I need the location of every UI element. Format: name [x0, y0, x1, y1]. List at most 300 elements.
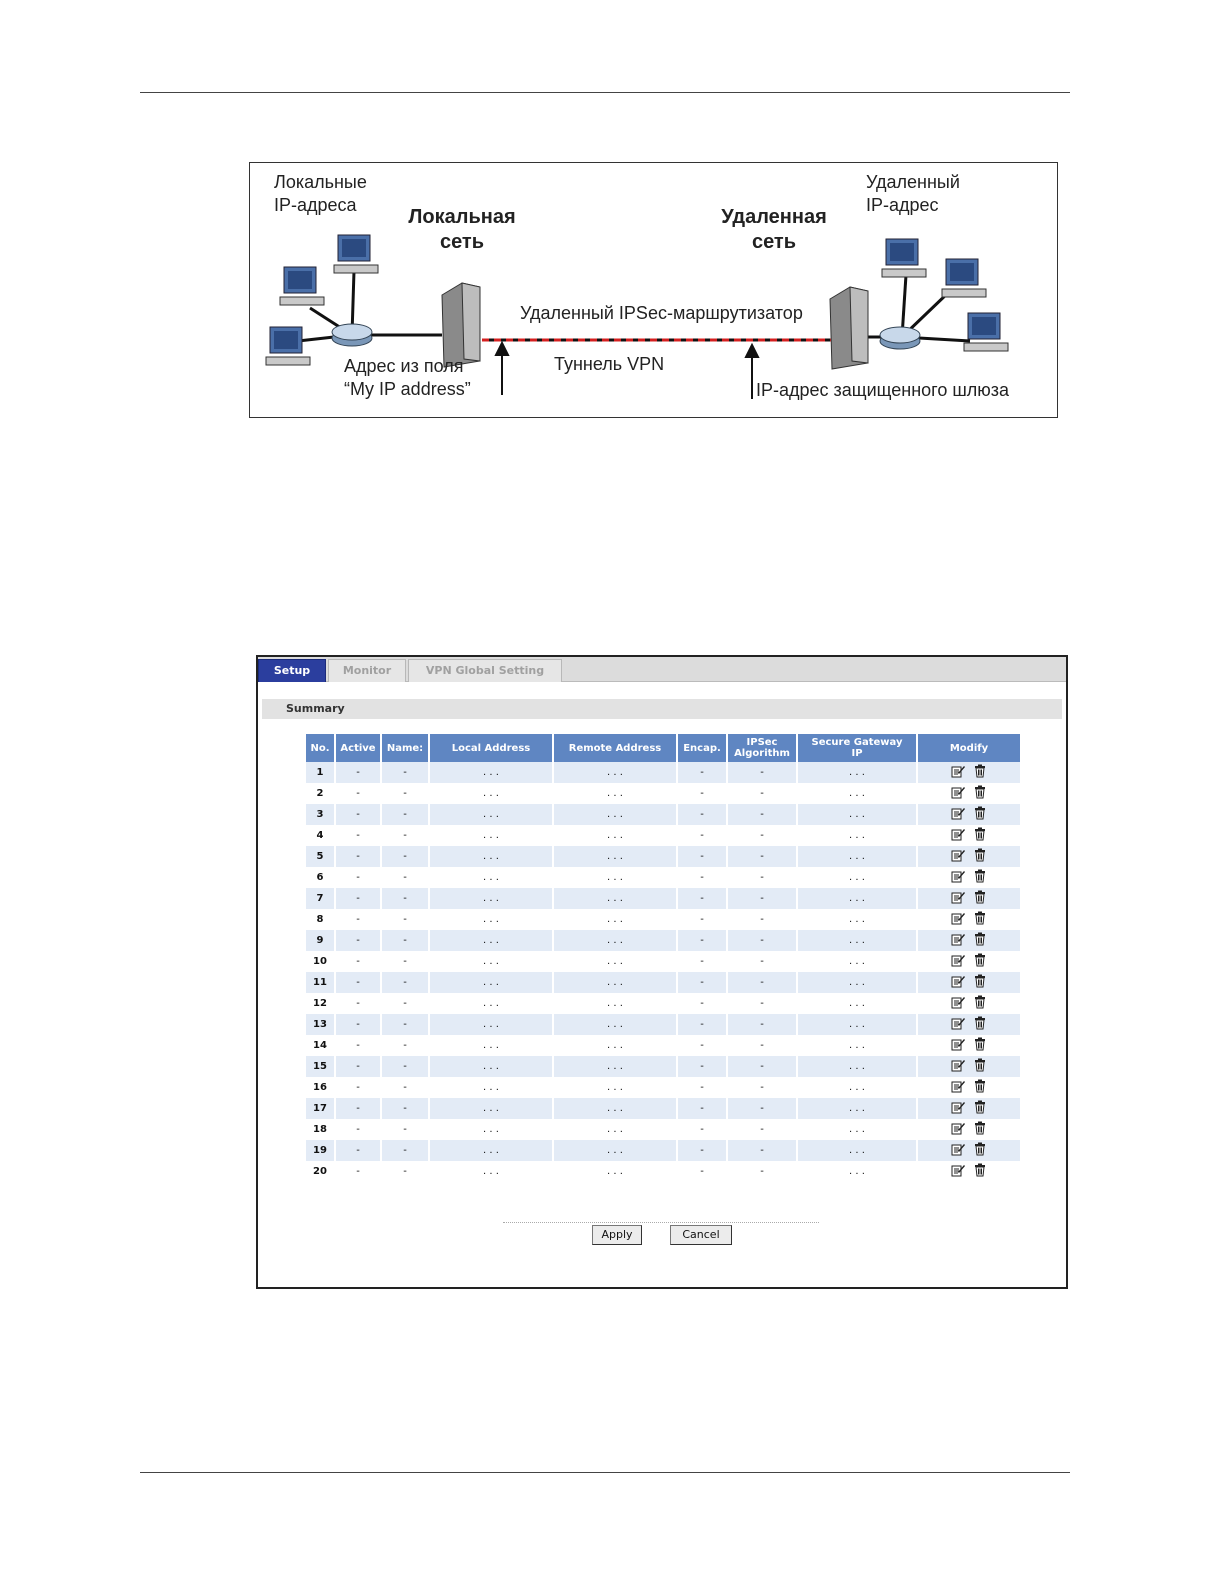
modify-actions	[951, 1142, 987, 1156]
rule-local-address: . . .	[483, 788, 499, 799]
rule-ipsec-algorithm: -	[728, 972, 796, 993]
gateway-ip-label: IP-адрес защищенного шлюза	[756, 380, 1010, 400]
rule-secure-gateway: . . .	[798, 1014, 916, 1035]
delete-icon[interactable]	[973, 932, 987, 946]
table-row	[306, 993, 1020, 1014]
delete-icon[interactable]	[973, 806, 987, 820]
rule-encap: -	[700, 998, 704, 1009]
rule-local-address: . . .	[483, 830, 499, 841]
rule-ipsec-algorithm: -	[760, 998, 764, 1009]
rule-number: 14	[313, 1040, 327, 1051]
table-row	[306, 888, 1020, 909]
rule-modify	[918, 1056, 1020, 1077]
rule-ipsec-algorithm: -	[760, 1082, 764, 1093]
rule-encap: -	[700, 1124, 704, 1135]
rule-remote-address: . . .	[607, 956, 623, 967]
edit-icon[interactable]	[951, 932, 965, 946]
remote-computer-icon	[942, 259, 986, 297]
rule-secure-gateway: . . .	[849, 830, 865, 841]
vpn-topology-diagram	[249, 162, 1058, 418]
delete-icon[interactable]	[973, 1163, 987, 1177]
delete-icon[interactable]	[973, 1121, 987, 1135]
modify-actions	[951, 890, 987, 904]
edit-icon[interactable]	[951, 869, 965, 883]
rule-encap: -	[700, 830, 704, 841]
rule-modify	[918, 909, 1020, 930]
edit-icon[interactable]	[951, 953, 965, 967]
rule-secure-gateway: . . .	[849, 1040, 865, 1051]
rule-secure-gateway: . . .	[798, 846, 916, 867]
rule-name: -	[382, 804, 428, 825]
rule-number: 10	[313, 956, 327, 967]
edit-icon[interactable]	[951, 806, 965, 820]
rule-secure-gateway: . . .	[798, 1056, 916, 1077]
remote-ip-label: Удаленный IP-адрес	[866, 172, 960, 215]
modify-actions	[951, 848, 987, 862]
edit-icon[interactable]	[951, 1121, 965, 1135]
rule-name: -	[403, 1166, 407, 1177]
table-row	[306, 1161, 1020, 1182]
rule-remote-address: . . .	[607, 998, 623, 1009]
rule-ipsec-algorithm: -	[728, 888, 796, 909]
table-header	[306, 734, 1020, 762]
table-row	[306, 1014, 1020, 1035]
edit-icon[interactable]	[951, 1163, 965, 1177]
modify-actions	[951, 953, 987, 967]
rule-name: -	[403, 1082, 407, 1093]
rule-remote-address: . . .	[607, 830, 623, 841]
rule-active: -	[356, 788, 360, 799]
header-rule	[140, 92, 1070, 93]
table-row	[306, 1077, 1020, 1098]
rule-name: -	[382, 972, 428, 993]
section-title: Summary	[262, 699, 1062, 719]
rule-modify	[918, 1014, 1020, 1035]
button-divider	[503, 1222, 819, 1223]
rule-number: 7	[306, 888, 334, 909]
table-row	[306, 930, 1020, 951]
rule-secure-gateway: . . .	[798, 888, 916, 909]
table-row	[306, 1056, 1020, 1077]
rule-secure-gateway: . . .	[849, 788, 865, 799]
rule-modify	[918, 951, 1020, 972]
delete-icon[interactable]	[973, 848, 987, 862]
table-row	[306, 951, 1020, 972]
rule-local-address: . . .	[430, 846, 552, 867]
rule-remote-address: . . .	[554, 846, 676, 867]
edit-icon[interactable]	[951, 995, 965, 1009]
edit-icon[interactable]	[951, 827, 965, 841]
rule-secure-gateway: . . .	[849, 1124, 865, 1135]
rule-modify	[918, 825, 1020, 846]
rule-encap: -	[678, 972, 726, 993]
modify-actions	[951, 806, 987, 820]
rule-name: -	[403, 872, 407, 883]
rule-encap: -	[678, 762, 726, 783]
col-ipsec-algorithm: IPSec Algorithm	[728, 734, 796, 762]
col-secure-gateway-ip: Secure Gateway IP	[798, 734, 916, 762]
rule-encap: -	[700, 1082, 704, 1093]
local-computer-icon	[334, 235, 378, 273]
rule-number: 12	[313, 998, 327, 1009]
rule-modify	[918, 1161, 1020, 1182]
rule-active: -	[336, 888, 380, 909]
rule-local-address: . . .	[430, 888, 552, 909]
delete-icon[interactable]	[973, 911, 987, 925]
edit-icon[interactable]	[951, 1100, 965, 1114]
rule-ipsec-algorithm: -	[760, 1040, 764, 1051]
rule-modify	[918, 1119, 1020, 1140]
modify-actions	[951, 1037, 987, 1051]
col-encap: Encap.	[678, 734, 726, 762]
edit-icon[interactable]	[951, 1016, 965, 1030]
rule-remote-address: . . .	[607, 872, 623, 883]
modify-actions	[951, 869, 987, 883]
rule-local-address: . . .	[483, 872, 499, 883]
rule-modify	[918, 762, 1020, 783]
rule-number: 18	[313, 1124, 327, 1135]
rule-encap: -	[678, 930, 726, 951]
rule-modify	[918, 1098, 1020, 1119]
rule-active: -	[336, 846, 380, 867]
rule-name: -	[403, 788, 407, 799]
rule-active: -	[356, 872, 360, 883]
rule-remote-address: . . .	[554, 804, 676, 825]
rule-number: 3	[306, 804, 334, 825]
rule-secure-gateway: . . .	[849, 1082, 865, 1093]
rule-remote-address: . . .	[607, 788, 623, 799]
rule-local-address: . . .	[430, 1056, 552, 1077]
rule-name: -	[382, 762, 428, 783]
rule-local-address: . . .	[430, 1098, 552, 1119]
rule-ipsec-algorithm: -	[760, 956, 764, 967]
delete-icon[interactable]	[973, 1079, 987, 1093]
tab-bar	[258, 657, 1066, 682]
rule-name: -	[382, 846, 428, 867]
rule-number: 11	[306, 972, 334, 993]
rule-number: 17	[306, 1098, 334, 1119]
rule-secure-gateway: . . .	[849, 956, 865, 967]
local-computer-icon	[280, 267, 324, 305]
rule-secure-gateway: . . .	[849, 998, 865, 1009]
rule-active: -	[336, 930, 380, 951]
modify-actions	[951, 785, 987, 799]
rule-local-address: . . .	[430, 1014, 552, 1035]
rule-remote-address: . . .	[554, 1098, 676, 1119]
rule-remote-address: . . .	[554, 1056, 676, 1077]
table-row	[306, 909, 1020, 930]
modify-actions	[951, 764, 987, 778]
delete-icon[interactable]	[973, 869, 987, 883]
rule-active: -	[336, 1140, 380, 1161]
rule-local-address: . . .	[483, 1166, 499, 1177]
modify-actions	[951, 932, 987, 946]
col-local-address: Local Address	[430, 734, 552, 762]
rule-modify	[918, 1035, 1020, 1056]
rule-active: -	[356, 1082, 360, 1093]
edit-icon[interactable]	[951, 1058, 965, 1072]
modify-actions	[951, 1163, 987, 1177]
rule-encap: -	[700, 914, 704, 925]
rule-ipsec-algorithm: -	[760, 788, 764, 799]
rule-active: -	[356, 914, 360, 925]
rule-number: 16	[313, 1082, 327, 1093]
rule-active: -	[356, 998, 360, 1009]
my-ip-label: Адрес из поля “My IP address”	[344, 356, 471, 399]
rule-encap: -	[700, 872, 704, 883]
rule-name: -	[403, 1040, 407, 1051]
modify-actions	[951, 827, 987, 841]
rule-modify	[918, 804, 1020, 825]
col-name: Name:	[382, 734, 428, 762]
tab-setup[interactable]: Setup	[258, 659, 326, 682]
local-computer-icon	[266, 327, 310, 365]
table-row	[306, 972, 1020, 993]
local-network-label: Локальная сеть	[408, 206, 516, 253]
table-row	[306, 783, 1020, 804]
rule-number: 6	[316, 872, 324, 883]
footer-rule	[140, 1472, 1070, 1473]
col-active: Active	[336, 734, 380, 762]
remote-router-label: Удаленный IPSec-маршрутизатор	[520, 303, 803, 323]
edit-icon[interactable]	[951, 1079, 965, 1093]
rule-remote-address: . . .	[554, 930, 676, 951]
rule-ipsec-algorithm: -	[728, 1056, 796, 1077]
rule-remote-address: . . .	[554, 762, 676, 783]
rule-encap: -	[700, 1040, 704, 1051]
rule-ipsec-algorithm: -	[760, 1166, 764, 1177]
rule-secure-gateway: . . .	[798, 1140, 916, 1161]
rule-encap: -	[678, 888, 726, 909]
rule-encap: -	[678, 804, 726, 825]
rule-number: 8	[316, 914, 324, 925]
rule-local-address: . . .	[430, 762, 552, 783]
remote-network-label: Удаленная сеть	[721, 206, 827, 253]
rule-name: -	[382, 1056, 428, 1077]
rule-name: -	[382, 888, 428, 909]
rule-secure-gateway: . . .	[849, 872, 865, 883]
rule-active: -	[356, 830, 360, 841]
modify-actions	[951, 1079, 987, 1093]
rule-active: -	[336, 1014, 380, 1035]
rule-local-address: . . .	[483, 1082, 499, 1093]
rule-active: -	[356, 1040, 360, 1051]
delete-icon[interactable]	[973, 1058, 987, 1072]
rule-local-address: . . .	[483, 1040, 499, 1051]
rule-name: -	[403, 998, 407, 1009]
rule-local-address: . . .	[483, 1124, 499, 1135]
rule-active: -	[356, 1166, 360, 1177]
rule-ipsec-algorithm: -	[760, 914, 764, 925]
rule-number: 2	[316, 788, 324, 799]
rule-secure-gateway: . . .	[798, 972, 916, 993]
edit-icon[interactable]	[951, 911, 965, 925]
table-row	[306, 1140, 1020, 1161]
rule-ipsec-algorithm: -	[728, 1140, 796, 1161]
rule-ipsec-algorithm: -	[728, 930, 796, 951]
edit-icon[interactable]	[951, 848, 965, 862]
rule-number: 5	[306, 846, 334, 867]
rule-modify	[918, 930, 1020, 951]
rule-remote-address: . . .	[607, 1166, 623, 1177]
table-row	[306, 825, 1020, 846]
rule-encap: -	[678, 846, 726, 867]
rule-secure-gateway: . . .	[798, 1098, 916, 1119]
local-hub-icon	[332, 324, 372, 346]
rule-number: 19	[306, 1140, 334, 1161]
rule-active: -	[356, 956, 360, 967]
rule-ipsec-algorithm: -	[728, 1014, 796, 1035]
rule-name: -	[403, 1124, 407, 1135]
delete-icon[interactable]	[973, 995, 987, 1009]
col-modify: Modify	[918, 734, 1020, 762]
rule-secure-gateway: . . .	[849, 1166, 865, 1177]
rule-ipsec-algorithm: -	[760, 830, 764, 841]
remote-hub-icon	[880, 327, 920, 349]
table-row	[306, 846, 1020, 867]
rule-ipsec-algorithm: -	[728, 804, 796, 825]
table-row	[306, 867, 1020, 888]
rule-number: 13	[306, 1014, 334, 1035]
remote-router-icon	[830, 287, 868, 369]
rule-active: -	[336, 762, 380, 783]
modify-actions	[951, 995, 987, 1009]
rule-encap: -	[700, 1166, 704, 1177]
rule-modify	[918, 867, 1020, 888]
modify-actions	[951, 1058, 987, 1072]
rule-number: 4	[316, 830, 324, 841]
table-row	[306, 804, 1020, 825]
edit-icon[interactable]	[951, 1037, 965, 1051]
rule-name: -	[403, 914, 407, 925]
rule-ipsec-algorithm: -	[760, 872, 764, 883]
rule-active: -	[336, 804, 380, 825]
delete-icon[interactable]	[973, 1142, 987, 1156]
rule-modify	[918, 1140, 1020, 1161]
rule-encap: -	[700, 956, 704, 967]
rule-remote-address: . . .	[554, 1014, 676, 1035]
rule-remote-address: . . .	[554, 1140, 676, 1161]
rule-ipsec-algorithm: -	[728, 846, 796, 867]
tab-monitor[interactable]: Monitor	[328, 659, 406, 682]
remote-computer-icon	[964, 313, 1008, 351]
rule-active: -	[336, 1098, 380, 1119]
rule-remote-address: . . .	[607, 1040, 623, 1051]
modify-actions	[951, 974, 987, 988]
modify-actions	[951, 1016, 987, 1030]
edit-icon[interactable]	[951, 974, 965, 988]
vpn-rules-table	[304, 734, 1022, 1182]
rule-encap: -	[678, 1140, 726, 1161]
table-row	[306, 762, 1020, 783]
apply-button[interactable]: Apply	[592, 1225, 642, 1245]
rule-local-address: . . .	[430, 1140, 552, 1161]
rule-number: 15	[306, 1056, 334, 1077]
rule-modify	[918, 993, 1020, 1014]
rule-local-address: . . .	[430, 930, 552, 951]
rule-modify	[918, 972, 1020, 993]
rule-remote-address: . . .	[554, 972, 676, 993]
table-row	[306, 1098, 1020, 1119]
modify-actions	[951, 911, 987, 925]
delete-icon[interactable]	[973, 827, 987, 841]
rule-local-address: . . .	[430, 972, 552, 993]
rule-ipsec-algorithm: -	[728, 762, 796, 783]
rule-modify	[918, 888, 1020, 909]
rule-remote-address: . . .	[554, 888, 676, 909]
rule-name: -	[382, 930, 428, 951]
delete-icon[interactable]	[973, 974, 987, 988]
edit-icon[interactable]	[951, 1142, 965, 1156]
table-row	[306, 1119, 1020, 1140]
delete-icon[interactable]	[973, 785, 987, 799]
rule-local-address: . . .	[483, 956, 499, 967]
vpn-rules-panel	[256, 655, 1068, 1289]
cancel-button[interactable]: Cancel	[670, 1225, 732, 1245]
modify-actions	[951, 1100, 987, 1114]
modify-actions	[951, 1121, 987, 1135]
delete-icon[interactable]	[973, 764, 987, 778]
rule-active: -	[336, 1056, 380, 1077]
rule-name: -	[382, 1014, 428, 1035]
rule-local-address: . . .	[430, 804, 552, 825]
rule-local-address: . . .	[483, 998, 499, 1009]
rule-name: -	[403, 956, 407, 967]
rule-modify	[918, 1077, 1020, 1098]
rule-secure-gateway: . . .	[798, 762, 916, 783]
col-remote-address: Remote Address	[554, 734, 676, 762]
local-ips-label: Локальные IP-адреса	[274, 172, 367, 215]
delete-icon[interactable]	[973, 1037, 987, 1051]
rule-remote-address: . . .	[607, 914, 623, 925]
rule-encap: -	[678, 1014, 726, 1035]
delete-icon[interactable]	[973, 890, 987, 904]
rule-remote-address: . . .	[607, 1082, 623, 1093]
rule-number: 1	[306, 762, 334, 783]
rule-name: -	[382, 1098, 428, 1119]
delete-icon[interactable]	[973, 953, 987, 967]
rule-name: -	[403, 830, 407, 841]
edit-icon[interactable]	[951, 785, 965, 799]
rule-modify	[918, 783, 1020, 804]
arrow-icon	[496, 343, 508, 395]
edit-icon[interactable]	[951, 764, 965, 778]
col-no: No.	[306, 734, 334, 762]
rule-active: -	[336, 972, 380, 993]
table-row	[306, 1035, 1020, 1056]
rule-active: -	[356, 1124, 360, 1135]
rule-encap: -	[700, 788, 704, 799]
delete-icon[interactable]	[973, 1016, 987, 1030]
rule-secure-gateway: . . .	[798, 804, 916, 825]
rule-encap: -	[678, 1056, 726, 1077]
rule-secure-gateway: . . .	[798, 930, 916, 951]
rule-number: 9	[306, 930, 334, 951]
rule-name: -	[382, 1140, 428, 1161]
rule-ipsec-algorithm: -	[760, 1124, 764, 1135]
rule-remote-address: . . .	[607, 1124, 623, 1135]
tab-vpn-global-setting[interactable]: VPN Global Setting	[408, 659, 562, 682]
rule-secure-gateway: . . .	[849, 914, 865, 925]
delete-icon[interactable]	[973, 1100, 987, 1114]
tunnel-label: Туннель VPN	[554, 354, 665, 374]
rule-modify	[918, 846, 1020, 867]
rule-number: 20	[313, 1166, 327, 1177]
edit-icon[interactable]	[951, 890, 965, 904]
rule-local-address: . . .	[483, 914, 499, 925]
remote-computer-icon	[882, 239, 926, 277]
rule-ipsec-algorithm: -	[728, 1098, 796, 1119]
